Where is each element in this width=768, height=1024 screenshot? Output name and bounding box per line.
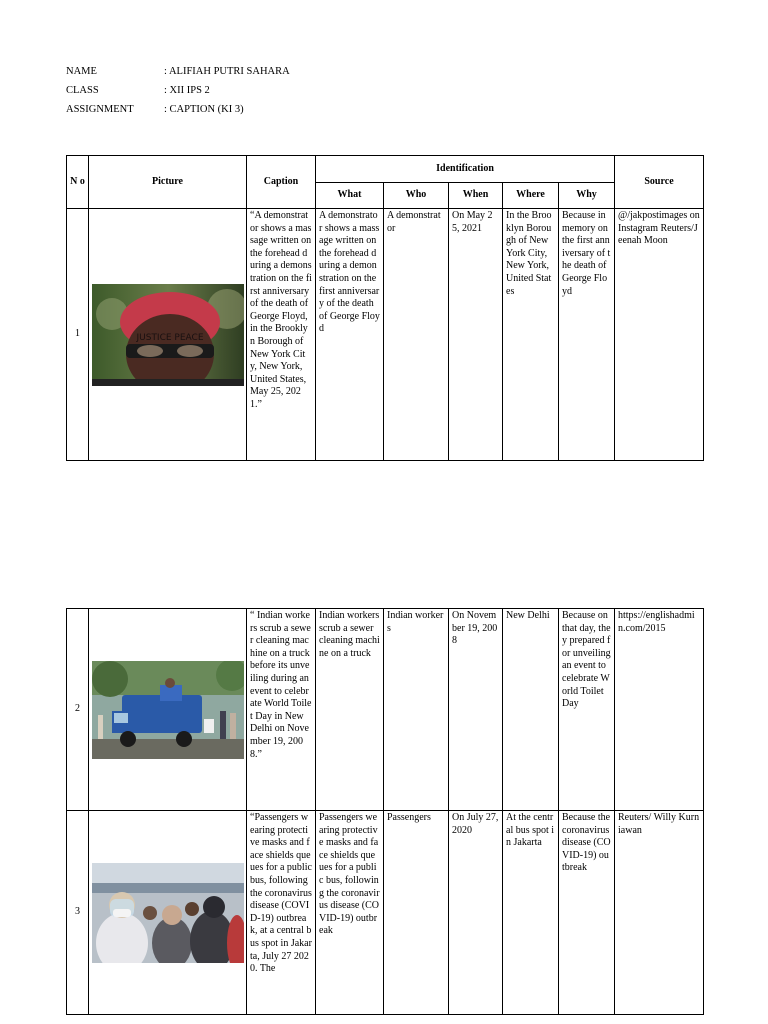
info-row-name: [66, 66, 290, 85]
row-why: Because on that day, they prepared for unveiling an event to celebrate World Toilet Day: [559, 609, 615, 811]
row-where: At the central bus spot in Jakarta: [503, 811, 559, 1015]
row-source: Reuters/ Willy Kurniawan: [615, 811, 704, 1015]
header-where: Where: [503, 183, 559, 209]
row-why: Because in memory on the first anniversary of the death of George Floyd: [559, 209, 615, 461]
row-who: Passengers: [384, 811, 449, 1015]
protester-photo-icon: [92, 284, 244, 386]
row-source: @/jakpostimages on Instagram Reuters/Jeenah Moon: [615, 209, 704, 461]
info-value: : XII IPS 2: [164, 85, 210, 96]
table-row: [67, 609, 704, 811]
table-row: [67, 209, 704, 461]
row-caption: “ Indian workers scrub a sewer cleaning machine on a truck before its unveiling during an event to celebrate World Toilet Day in New Delhi on November 19, 2008.”: [247, 609, 316, 811]
row-picture: [89, 209, 247, 461]
bus-queue-photo-icon: [92, 863, 244, 963]
header-why: Why: [559, 183, 615, 209]
truck-photo-icon: [92, 661, 244, 759]
info-row-class: [66, 85, 290, 104]
row-number: 2: [67, 609, 89, 811]
row-what: Indian workers scrub a sewer cleaning machine on a truck: [316, 609, 384, 811]
header-who: Who: [384, 183, 449, 209]
info-label: NAME: [66, 66, 97, 77]
row-when: On November 19, 2008: [449, 609, 503, 811]
info-row-assignment: [66, 104, 290, 123]
caption-table: [66, 155, 704, 461]
header-when: When: [449, 183, 503, 209]
info-label: ASSIGNMENT: [66, 104, 134, 115]
caption-table-continued: [66, 608, 704, 1015]
row-what: Passengers wearing protective masks and face shields queues for a public bus, following the coronavirus disease (COVID-19) outbreak: [316, 811, 384, 1015]
row-why: Because the coronavirus disease (COVID-19) outbreak: [559, 811, 615, 1015]
row-source: https://englishadmin.com/2015: [615, 609, 704, 811]
row-caption: “A demonstrator shows a massage written on the forehead during a demonstration on the first anniversary of the death of George Floyd, in the Brooklyn Borough of New York City, New York, United States, May 25, 2021.”: [247, 209, 316, 461]
row-what: A demonstrator shows a massage written on the forehead during a demonstration on the first anniversary of the death of George Floyd: [316, 209, 384, 461]
header-identification: Identification: [316, 156, 615, 183]
table-row: [67, 811, 704, 1015]
header-no: N o: [67, 156, 89, 209]
header-caption: Caption: [247, 156, 316, 209]
row-caption: “Passengers wearing protective masks and face shields queues for a public bus, following the coronavirus disease (COVID-19) outbreak, at a central bus spot in Jakarta, July 27 2020. The: [247, 811, 316, 1015]
header-what: What: [316, 183, 384, 209]
header-source: Source: [615, 156, 704, 209]
row-picture: [89, 811, 247, 1015]
header-picture: Picture: [89, 156, 247, 209]
row-where: In the Brooklyn Borough of New York City, New York, United States: [503, 209, 559, 461]
row-when: On July 27, 2020: [449, 811, 503, 1015]
row-number: 3: [67, 811, 89, 1015]
row-picture: [89, 609, 247, 811]
row-number: 1: [67, 209, 89, 461]
info-value: : ALIFIAH PUTRI SAHARA: [164, 66, 290, 77]
row-who: Indian workers: [384, 609, 449, 811]
row-when: On May 25, 2021: [449, 209, 503, 461]
info-value: : CAPTION (KI 3): [164, 104, 244, 115]
row-where: New Delhi: [503, 609, 559, 811]
svg-text:JUSTICE PEACE: JUSTICE PEACE: [135, 332, 204, 343]
row-who: A demonstrator: [384, 209, 449, 461]
student-info: [66, 66, 290, 123]
info-label: CLASS: [66, 85, 99, 96]
